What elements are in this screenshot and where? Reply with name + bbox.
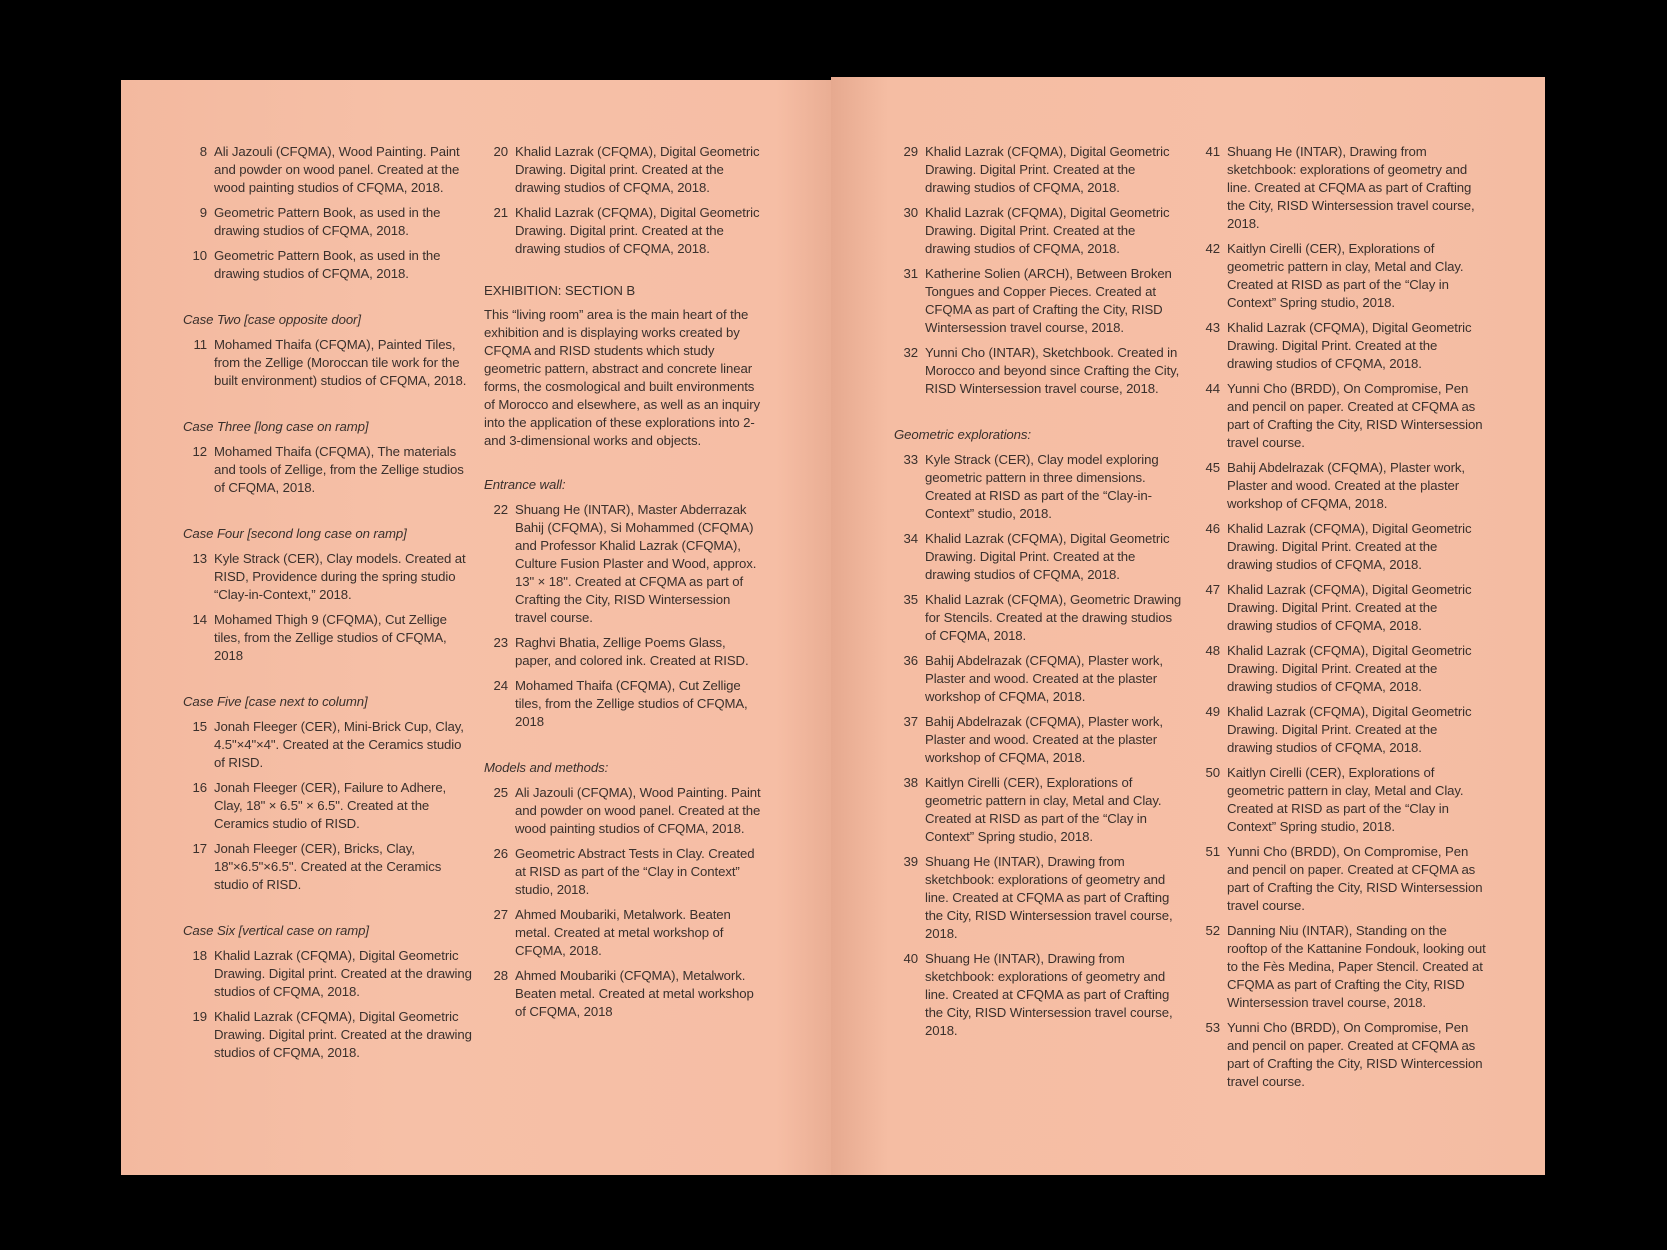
case-heading: Case Six [vertical case on ramp]: [183, 923, 369, 938]
entry-number: 17: [192, 841, 207, 856]
entry-text: Khalid Lazrak (CFQMA), Geometric Drawing for Stencils. Created at the drawing studios of CFQMA, 2018.: [925, 592, 1182, 643]
catalog-entry: [484, 906, 764, 960]
entry-text: Yunni Cho (BRDD), On Compromise, Pen and pencil on paper. Created at CFQMA as part of Crafting the City, RISD Wintersession travel course.: [1227, 844, 1483, 913]
entry-text: Khalid Lazrak (CFQMA), Digital Geometric Drawing. Digital Print. Created at the drawing studios of CFQMA, 2018.: [925, 205, 1170, 256]
catalog-entry: [1196, 380, 1486, 452]
entry-text: Mohamed Thaifa (CFQMA), Cut Zellige tiles, from the Zellige studios of CFQMA, 2018: [515, 678, 748, 729]
entry-number: 10: [192, 248, 207, 263]
entry-number: 47: [1205, 582, 1220, 597]
entry-number: 25: [493, 785, 508, 800]
case-heading: Models and methods:: [484, 760, 609, 775]
entry-number: 29: [903, 144, 918, 159]
entry-number: 38: [903, 775, 918, 790]
entry-text: Kyle Strack (CER), Clay model exploring geometric pattern in three dimensions. Created at RISD as part of the “Clay-in-Context” studio, 2018.: [925, 452, 1159, 521]
entry-text: Khalid Lazrak (CFQMA), Digital Geometric Drawing. Digital print. Created at the drawing studios of CFQMA, 2018.: [515, 144, 760, 195]
catalog-entry: [1196, 843, 1486, 915]
catalog-entry: [183, 1008, 473, 1062]
entry-text: Bahij Abdelrazak (CFQMA), Plaster work, Plaster and wood. Created at the plaster workshop of CFQMA, 2018.: [1227, 460, 1465, 511]
catalog-entry: [484, 501, 764, 627]
catalog-entry: [894, 853, 1184, 943]
entry-text: Shuang He (INTAR), Master Abderrazak Bahij (CFQMA), Si Mohammed (CFQMA) and Professor Khalid Lazrak (CFQMA), Culture Fusion Plaster and Wood, approx. 13" × 18". Created at CFQMA as part of Crafting the City, RISD Wintersession travel course.: [515, 502, 757, 625]
entry-number: 9: [199, 205, 207, 220]
entry-text: Danning Niu (INTAR), Standing on the rooftop of the Kattanine Fondouk, looking out to the Fès Medina, Paper Stencil. Created at CFQMA as part of Crafting the City, RISD Wintersession travel course, 2018.: [1227, 923, 1486, 1010]
entry-text: Bahij Abdelrazak (CFQMA), Plaster work, Plaster and wood. Created at the plaster workshop of CFQMA, 2018.: [925, 714, 1163, 765]
case-heading: Geometric explorations:: [894, 427, 1031, 442]
catalog-entry: [894, 344, 1184, 398]
case-heading: Case Two [case opposite door]: [183, 312, 361, 327]
entry-text: Khalid Lazrak (CFQMA), Digital Geometric Drawing. Digital print. Created at the drawing studios of CFQMA, 2018.: [214, 948, 472, 999]
section-title: EXHIBITION: SECTION B: [484, 283, 636, 298]
column-4: [1196, 143, 1486, 1098]
entry-number: 44: [1205, 381, 1220, 396]
entry-number: 41: [1205, 144, 1220, 159]
catalog-entry: [484, 784, 764, 838]
entry-text: Shuang He (INTAR), Drawing from sketchbook: explorations of geometry and line. Created at CFQMA as part of Crafting the City, RISD Wintersession travel course, 2018.: [1227, 144, 1475, 231]
entry-number: 43: [1205, 320, 1220, 335]
entry-text: Kyle Strack (CER), Clay models. Created at RISD, Providence during the spring studio “Clay-in-Context,” 2018.: [214, 551, 466, 602]
catalog-entry: [894, 530, 1184, 584]
column-2: [484, 143, 764, 1028]
column-1: [183, 143, 473, 1069]
column-3: [894, 143, 1184, 1047]
entry-number: 28: [493, 968, 508, 983]
entry-text: Jonah Fleeger (CER), Mini-Brick Cup, Clay, 4.5"×4"×4". Created at the Ceramics studio of RISD.: [214, 719, 464, 770]
entry-number: 48: [1205, 643, 1220, 658]
case-heading: Case Three [long case on ramp]: [183, 419, 369, 434]
entry-number: 39: [903, 854, 918, 869]
entry-text: Khalid Lazrak (CFQMA), Digital Geometric Drawing. Digital Print. Created at the drawing studios of CFQMA, 2018.: [1227, 582, 1472, 633]
entry-number: 18: [192, 948, 207, 963]
entry-text: Khalid Lazrak (CFQMA), Digital Geometric Drawing. Digital Print. Created at the drawing studios of CFQMA, 2018.: [1227, 320, 1472, 371]
entry-number: 33: [903, 452, 918, 467]
catalog-entry: [1196, 703, 1486, 757]
entry-number: 14: [192, 612, 207, 627]
entry-number: 51: [1205, 844, 1220, 859]
catalog-entry: [894, 591, 1184, 645]
catalog-entry: [1196, 459, 1486, 513]
entry-text: Khalid Lazrak (CFQMA), Digital Geometric Drawing. Digital print. Created at the drawing studios of CFQMA, 2018.: [214, 1009, 472, 1060]
entry-text: Jonah Fleeger (CER), Bricks, Clay, 18"×6.5"×6.5". Created at the Ceramics studio of RISD.: [214, 841, 442, 892]
catalog-entry: [1196, 581, 1486, 635]
catalog-entry: [484, 143, 764, 197]
entry-number: 46: [1205, 521, 1220, 536]
entry-number: 52: [1205, 923, 1220, 938]
catalog-entry: [894, 143, 1184, 197]
entry-text: Ahmed Moubariki, Metalwork. Beaten metal. Created at metal workshop of CFQMA, 2018.: [515, 907, 731, 958]
catalog-entry: [894, 774, 1184, 846]
entry-number: 31: [903, 266, 918, 281]
catalog-entry: [183, 336, 473, 390]
entry-text: Geometric Pattern Book, as used in the drawing studios of CFQMA, 2018.: [214, 205, 441, 238]
entry-number: 22: [493, 502, 508, 517]
entry-number: 53: [1205, 1020, 1220, 1035]
entry-number: 37: [903, 714, 918, 729]
entry-number: 19: [192, 1009, 207, 1024]
entry-text: Yunni Cho (INTAR), Sketchbook. Created in Morocco and beyond since Crafting the City, RISD Wintersession travel course, 2018.: [925, 345, 1180, 396]
catalog-entry: [894, 950, 1184, 1040]
case-heading: Case Four [second long case on ramp]: [183, 526, 407, 541]
entry-number: 40: [903, 951, 918, 966]
entry-number: 8: [199, 144, 207, 159]
section-description: This “living room” area is the main heart of the exhibition and is displaying works created by CFQMA and RISD students which study geometric pattern, abstract and concrete linear forms, the cosmological and built environments of Morocco and elsewhere, as well as an inquiry into the application of these explorations into 2- and 3-dimensional works and objects.: [484, 307, 761, 448]
entry-text: Jonah Fleeger (CER), Failure to Adhere, Clay, 18" × 6.5" × 6.5". Created at the Ceramics studio of RISD.: [214, 780, 447, 831]
catalog-entry: [484, 967, 764, 1021]
entry-text: Shuang He (INTAR), Drawing from sketchbook: explorations of geometry and line. Created at CFQMA as part of Crafting the City, RISD Wintersession travel course, 2018.: [925, 951, 1173, 1038]
entry-number: 34: [903, 531, 918, 546]
entry-number: 24: [493, 678, 508, 693]
catalog-entry: [1196, 642, 1486, 696]
entry-text: Mohamed Thigh 9 (CFQMA), Cut Zellige tiles, from the Zellige studios of CFQMA, 2018: [214, 612, 447, 663]
entry-number: 42: [1205, 241, 1220, 256]
catalog-entry: [183, 779, 473, 833]
catalog-entry: [183, 204, 473, 240]
catalog-entry: [183, 947, 473, 1001]
entry-text: Katherine Solien (ARCH), Between Broken Tongues and Copper Pieces. Created at CFQMA as part of Crafting the City, RISD Wintersession travel course, 2018.: [925, 266, 1172, 335]
case-heading: Entrance wall:: [484, 477, 566, 492]
catalog-entry: [183, 247, 473, 283]
entry-text: Kaitlyn Cirelli (CER), Explorations of geometric pattern in clay, Metal and Clay. Created at RISD as part of the “Clay in Context” Spring studio, 2018.: [925, 775, 1162, 844]
entry-text: Raghvi Bhatia, Zellige Poems Glass, paper, and colored ink. Created at RISD.: [515, 635, 749, 668]
entry-number: 15: [192, 719, 207, 734]
entry-number: 23: [493, 635, 508, 650]
entry-number: 13: [192, 551, 207, 566]
entry-text: Khalid Lazrak (CFQMA), Digital Geometric Drawing. Digital Print. Created at the drawing studios of CFQMA, 2018.: [1227, 521, 1472, 572]
catalog-entry: [183, 550, 473, 604]
entry-text: Ali Jazouli (CFQMA), Wood Painting. Paint and powder on wood panel. Created at the wood painting studios of CFQMA, 2018.: [214, 144, 460, 195]
entry-text: Khalid Lazrak (CFQMA), Digital Geometric Drawing. Digital Print. Created at the drawing studios of CFQMA, 2018.: [925, 531, 1170, 582]
entry-text: Kaitlyn Cirelli (CER), Explorations of geometric pattern in clay, Metal and Clay. Created at RISD as part of the “Clay in Context” Spring studio, 2018.: [1227, 241, 1464, 310]
catalog-entry: [894, 652, 1184, 706]
entry-text: Ahmed Moubariki (CFQMA), Metalwork. Beaten metal. Created at metal workshop of CFQMA, 2018: [515, 968, 754, 1019]
entry-number: 11: [193, 337, 207, 352]
catalog-entry: [183, 718, 473, 772]
catalog-entry: [1196, 764, 1486, 836]
catalog-entry: [894, 265, 1184, 337]
entry-number: 32: [903, 345, 918, 360]
catalog-entry: [1196, 319, 1486, 373]
catalog-entry: [894, 451, 1184, 523]
entry-text: Geometric Abstract Tests in Clay. Created at RISD as part of the “Clay in Context” studio, 2018.: [515, 846, 755, 897]
catalog-entry: [1196, 143, 1486, 233]
catalog-entry: [484, 677, 764, 731]
entry-number: 49: [1205, 704, 1220, 719]
catalog-entry: [484, 204, 764, 258]
entry-text: Khalid Lazrak (CFQMA), Digital Geometric Drawing. Digital Print. Created at the drawing studios of CFQMA, 2018.: [925, 144, 1170, 195]
entry-text: Khalid Lazrak (CFQMA), Digital Geometric Drawing. Digital Print. Created at the drawing studios of CFQMA, 2018.: [1227, 643, 1472, 694]
catalog-entry: [1196, 520, 1486, 574]
entry-text: Ali Jazouli (CFQMA), Wood Painting. Paint and powder on wood panel. Created at the wood painting studios of CFQMA, 2018.: [515, 785, 761, 836]
entry-text: Bahij Abdelrazak (CFQMA), Plaster work, Plaster and wood. Created at the plaster workshop of CFQMA, 2018.: [925, 653, 1163, 704]
entry-text: Yunni Cho (BRDD), On Compromise, Pen and pencil on paper. Created at CFQMA as part of Crafting the City, RISD Wintercession travel course.: [1227, 1020, 1483, 1089]
catalog-entry: [894, 713, 1184, 767]
catalog-entry: [183, 443, 473, 497]
entry-text: Geometric Pattern Book, as used in the drawing studios of CFQMA, 2018.: [214, 248, 441, 281]
catalog-entry: [183, 143, 473, 197]
entry-number: 12: [192, 444, 207, 459]
catalog-entry: [1196, 240, 1486, 312]
column-2-top-entries: [484, 143, 764, 258]
entry-text: Mohamed Thaifa (CFQMA), Painted Tiles, from the Zellige (Moroccan tile work for the built environment) studios of CFQMA, 2018.: [214, 337, 467, 388]
entry-text: Khalid Lazrak (CFQMA), Digital Geometric Drawing. Digital Print. Created at the drawing studios of CFQMA, 2018.: [1227, 704, 1472, 755]
entry-text: Kaitlyn Cirelli (CER), Explorations of geometric pattern in clay, Metal and Clay. Created at RISD as part of the “Clay in Context” Spring studio, 2018.: [1227, 765, 1464, 834]
catalog-entry: [183, 840, 473, 894]
entry-number: 30: [903, 205, 918, 220]
case-heading: Case Five [case next to column]: [183, 694, 368, 709]
catalog-entry: [484, 634, 764, 670]
entry-text: Mohamed Thaifa (CFQMA), The materials and tools of Zellige, from the Zellige studios of CFQMA, 2018.: [214, 444, 464, 495]
entry-text: Yunni Cho (BRDD), On Compromise, Pen and pencil on paper. Created at CFQMA as part of Crafting the City, RISD Wintersession travel course.: [1227, 381, 1483, 450]
catalog-entry: [1196, 1019, 1486, 1091]
entry-number: 27: [493, 907, 508, 922]
catalog-entry: [484, 845, 764, 899]
entry-number: 45: [1205, 460, 1220, 475]
catalog-entry: [1196, 922, 1486, 1012]
entry-number: 50: [1205, 765, 1220, 780]
entry-text: Shuang He (INTAR), Drawing from sketchbook: explorations of geometry and line. Created at CFQMA as part of Crafting the City, RISD Wintersession travel course, 2018.: [925, 854, 1173, 941]
entry-number: 26: [493, 846, 508, 861]
entry-number: 16: [192, 780, 207, 795]
entry-number: 36: [903, 653, 918, 668]
catalog-entry: [183, 611, 473, 665]
entry-text: Khalid Lazrak (CFQMA), Digital Geometric Drawing. Digital print. Created at the drawing studios of CFQMA, 2018.: [515, 205, 760, 256]
entry-number: 35: [903, 592, 918, 607]
catalog-entry: [894, 204, 1184, 258]
entry-number: 21: [493, 205, 508, 220]
column-2-groups: [484, 476, 764, 1021]
entry-number: 20: [493, 144, 508, 159]
